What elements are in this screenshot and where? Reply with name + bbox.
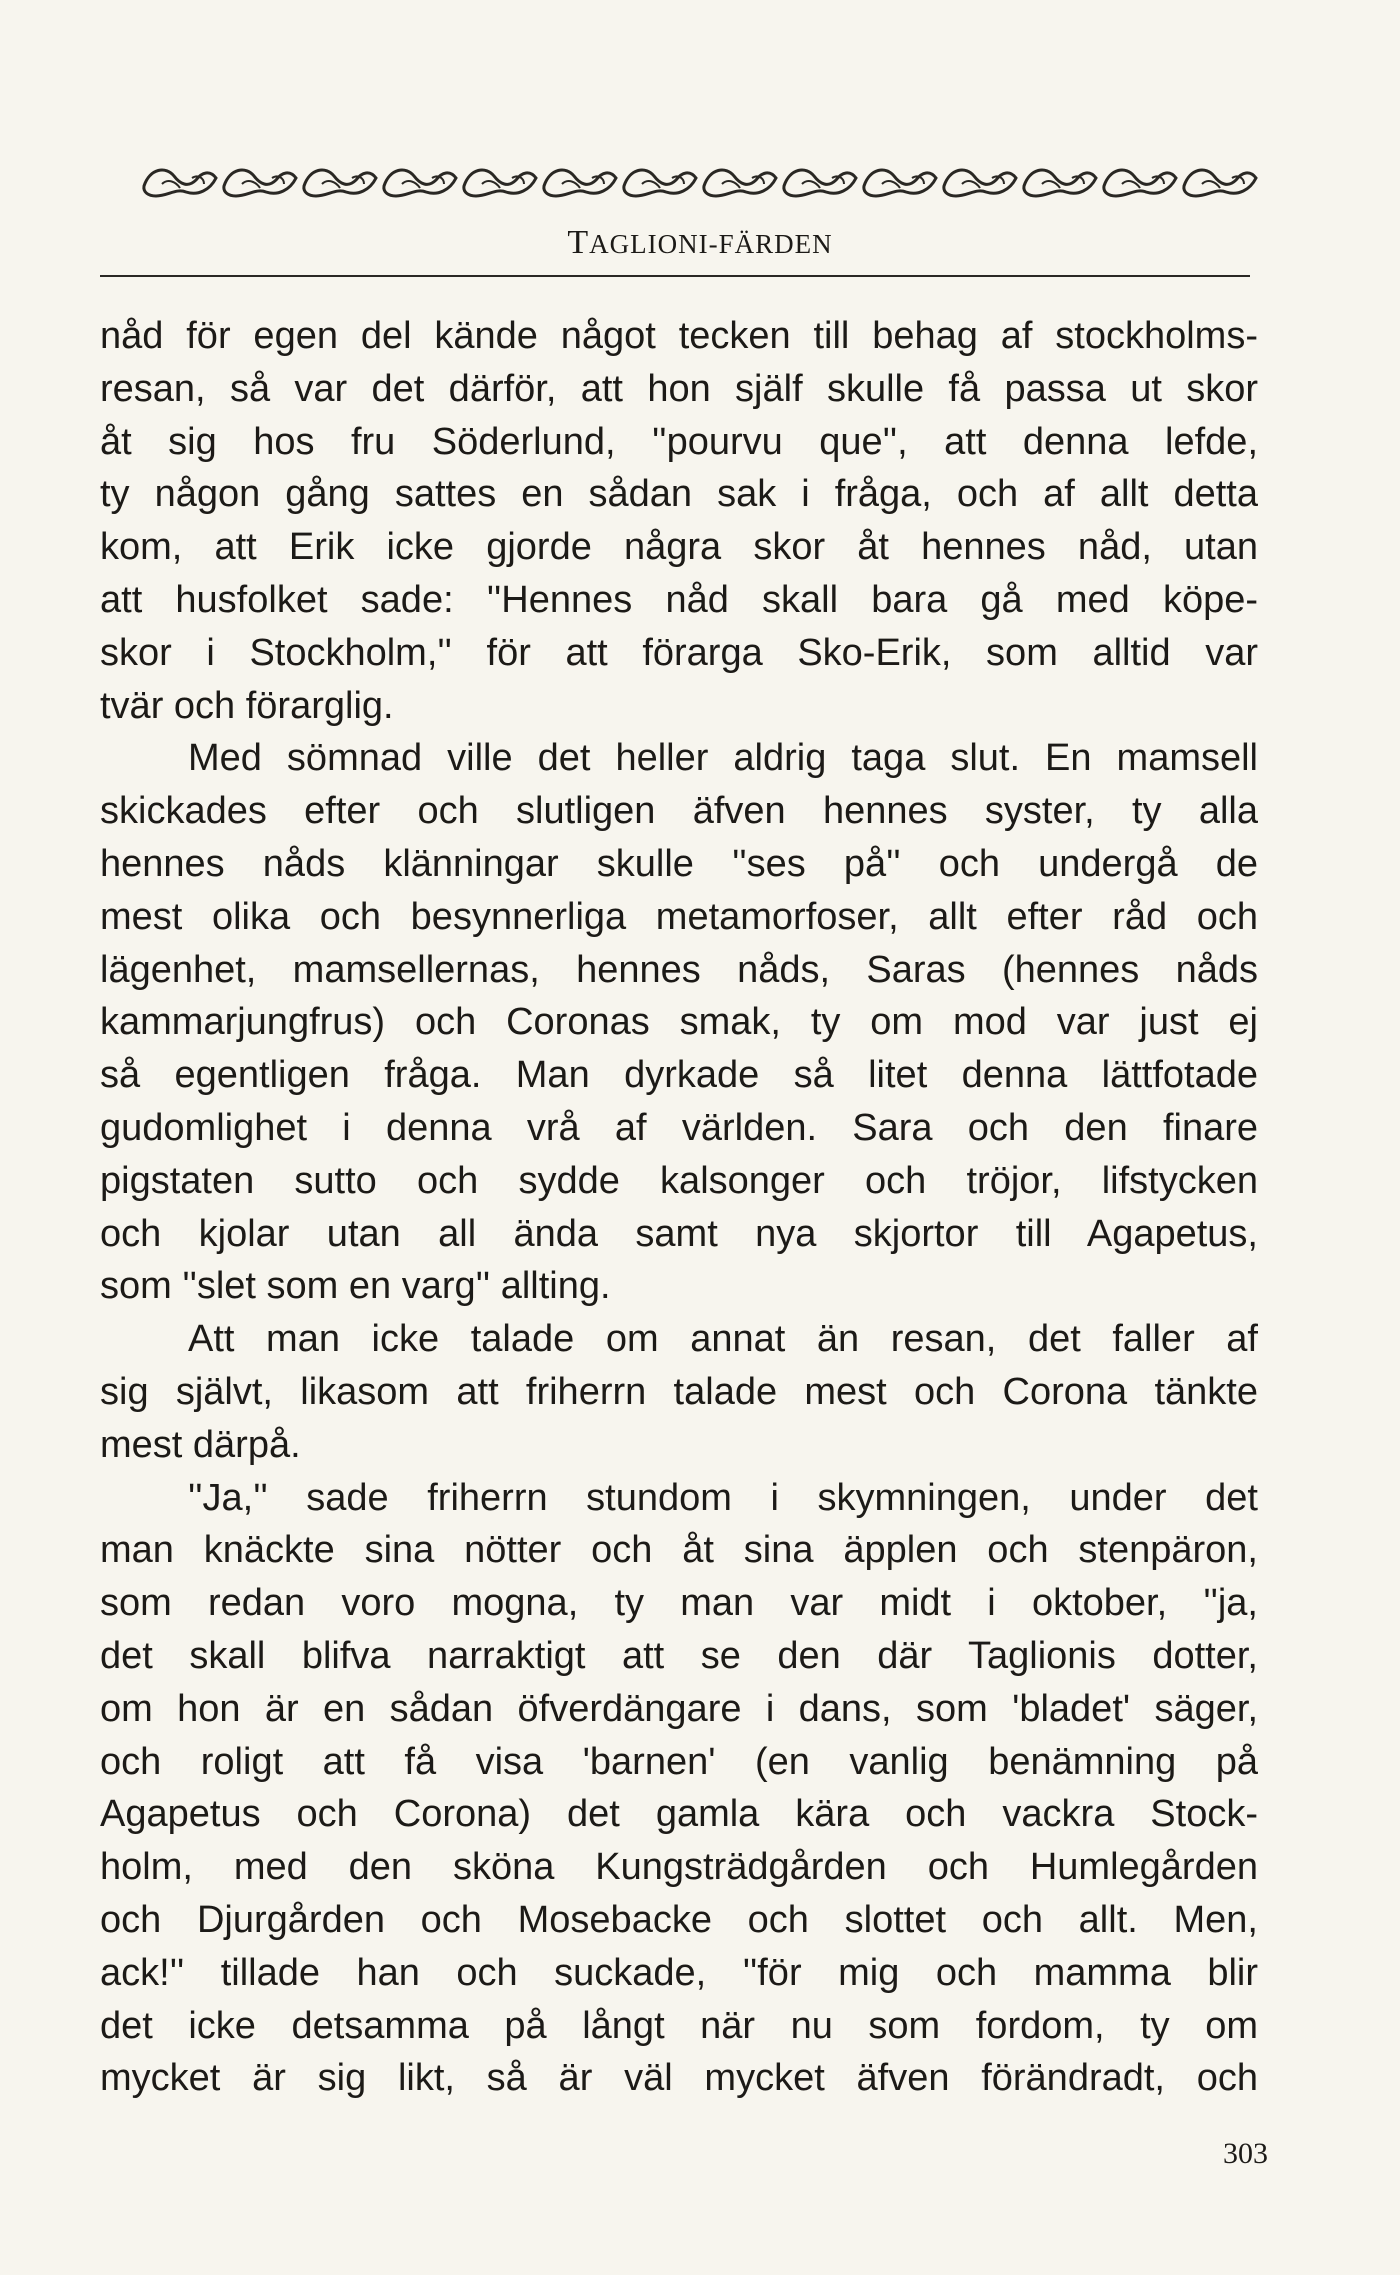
text-line: det icke detsamma på långt när nu som fordom, ty om [100, 2004, 1258, 2047]
text-line: mest därpå. [100, 1423, 301, 1466]
text-line: ack!'' tillade han och suckade, ''för mig och mamma blir [100, 1951, 1258, 1994]
text-line: lägenhet, mamsellernas, hennes nåds, Saras (hennes nåds [100, 948, 1258, 991]
text-line: att husfolket sade: ''Hennes nåd skall bara gå med köpe- [100, 578, 1258, 621]
text-line: det skall blifva narraktigt att se den där Taglionis dotter, [100, 1634, 1258, 1677]
text-line: och kjolar utan all ända samt nya skjortor till Agapetus, [100, 1212, 1258, 1255]
text-line: åt sig hos fru Söderlund, ''pourvu que'', att denna lefde, [100, 420, 1258, 463]
text-line: ty någon gång sattes en sådan sak i fråga, och af allt detta [100, 473, 1258, 516]
text-line: ''Ja,'' sade friherrn stundom i skymningen, under det [188, 1476, 1258, 1519]
text-line: Att man icke talade om annat än resan, det faller af [188, 1318, 1258, 1361]
body-text [100, 310, 1258, 2105]
running-head-initial: T [567, 224, 590, 261]
text-line: skor i Stockholm,'' för att förarga Sko-Erik, som alltid var [100, 631, 1258, 674]
text-line: Med sömnad ville det heller aldrig taga slut. En mamsell [188, 737, 1258, 780]
text-line: holm, med den sköna Kungsträdgården och Humlegården [100, 1846, 1258, 1889]
text-line: som redan voro mogna, ty man var midt i oktober, ''ja, [100, 1582, 1258, 1625]
text-line: man knäckte sina nötter och åt sina äpplen och stenpäron, [100, 1529, 1258, 1572]
text-line: mycket är sig likt, så är väl mycket äfven förändradt, och [100, 2057, 1258, 2100]
text-line: mest olika och besynnerliga metamorfoser, allt efter råd och [100, 895, 1258, 938]
header-rule [100, 275, 1250, 277]
running-head-rest: AGLIONI-FÄRDEN [589, 229, 833, 259]
text-line: resan, så var det därför, att hon själf skulle få passa ut skor [100, 367, 1258, 410]
text-line: gudomlighet i denna vrå af världen. Sara och den finare [100, 1106, 1258, 1149]
text-line: och roligt att få visa 'barnen' (en vanlig benämning på [100, 1740, 1258, 1783]
text-line: Agapetus och Corona) det gamla kära och vackra Stock- [100, 1793, 1258, 1836]
text-line: kom, att Erik icke gjorde några skor åt hennes nåd, utan [100, 526, 1258, 569]
text-line: så egentligen fråga. Man dyrkade så litet denna lättfotade [100, 1054, 1258, 1097]
text-line: tvär och förarglig. [100, 684, 394, 727]
text-line: kammarjungfrus) och Coronas smak, ty om mod var just ej [100, 1001, 1258, 1044]
text-line: nåd för egen del kände något tecken till behag af stockholms- [100, 315, 1258, 357]
scroll-border-icon [140, 158, 1270, 204]
running-head [0, 224, 1400, 262]
text-line: hennes nåds klänningar skulle ''ses på'' och undergå de [100, 842, 1258, 885]
text-line: som ''slet som en varg'' allting. [100, 1265, 611, 1308]
text-line: sig självt, likasom att friherrn talade mest och Corona tänkte [100, 1370, 1258, 1413]
page-number: 303 [1223, 2137, 1268, 2170]
text-line: pigstaten sutto och sydde kalsonger och tröjor, lifstycken [100, 1159, 1258, 1202]
text-line: om hon är en sådan öfverdängare i dans, som 'bladet' säger, [100, 1687, 1258, 1730]
text-line: skickades efter och slutligen äfven hennes syster, ty alla [100, 790, 1258, 833]
text-line: och Djurgården och Mosebacke och slottet och allt. Men, [100, 1898, 1258, 1941]
